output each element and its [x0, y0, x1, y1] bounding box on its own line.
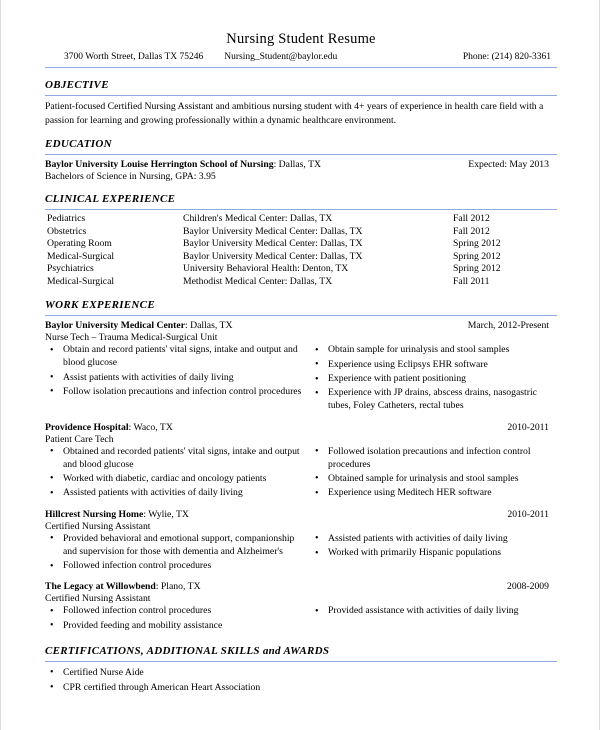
work-experience-entry: [45, 509, 557, 575]
objective-divider: [45, 95, 557, 96]
clinical-term-cell: Spring 2012: [453, 263, 501, 275]
job-employer: [45, 320, 232, 331]
work-experience-list: [45, 320, 557, 634]
list-item: • Experience with JP drains, abscess drains, nasogastric tubes, Foley Catheters, rectal tubes: [307, 387, 557, 413]
clinical-experience-table: [45, 213, 557, 288]
education-school-location: : Dallas, TX: [273, 159, 322, 171]
clinical-term-cell: Spring 2012: [453, 250, 501, 262]
job-date: 2008-2009: [507, 581, 549, 593]
section-heading-work-experience: WORK EXPERIENCE: [45, 299, 155, 312]
work-divider: [45, 315, 557, 316]
job-bullets-right: [307, 344, 557, 414]
certifications-divider: [45, 661, 557, 662]
clinical-site-cell: Methodist Medical Center: Dallas, TX: [183, 275, 333, 287]
clinical-area-cell: Psychiatrics: [47, 263, 94, 275]
bullet-list: [45, 605, 307, 632]
header-divider: [45, 67, 557, 68]
clinical-site-cell: Children's Medical Center: Dallas, TX: [183, 213, 333, 225]
bullet-list: [307, 533, 557, 560]
list-item: • Certified Nurse Aide: [45, 666, 557, 680]
list-item: • Assisted patients with activities of daily living: [45, 487, 307, 500]
list-item: • Obtained and recorded patients' vital signs, intake and output and blood glucose: [45, 446, 307, 472]
contact-address: 3700 Worth Street, Dallas TX 75246: [64, 52, 204, 63]
job-bullets-left: [45, 344, 307, 414]
clinical-site-cell: Baylor University Medical Center: Dallas, TX: [183, 250, 363, 262]
job-employer-name: The Legacy at Willowbend: [45, 581, 156, 593]
clinical-term-cell: Fall 2011: [453, 275, 490, 287]
contact-email: Nursing_Student@baylor.edu: [224, 52, 338, 63]
page-title: Nursing Student Resume: [226, 31, 376, 47]
list-item: • Obtain sample for urinalysis and stool samples: [307, 344, 557, 357]
job-employer-name: Baylor University Medical Center: [45, 320, 185, 332]
job-bullets-left: [45, 446, 307, 502]
job-role: Certified Nursing Assistant: [45, 593, 151, 605]
clinical-term-cell: Fall 2012: [453, 213, 490, 225]
list-item: • Provided behavioral and emotional support, companionship and supervision for those with dementia and Alzheimer's: [45, 533, 307, 559]
job-header: [45, 581, 557, 592]
bullet-list: [307, 344, 557, 413]
contact-phone: Phone: (214) 820-3361: [462, 52, 551, 63]
table-row: [45, 238, 557, 251]
list-item: • Followed infection control procedures: [45, 605, 307, 618]
education-school: [45, 159, 321, 170]
job-employer-location: : Dallas, TX: [185, 320, 233, 332]
job-employer: [45, 509, 189, 520]
clinical-site-cell: Baylor University Medical Center: Dallas, TX: [183, 225, 363, 237]
list-item: • Followed infection control procedures: [45, 560, 307, 573]
section-heading-clinical-experience: CLINICAL EXPERIENCE: [45, 193, 176, 206]
list-item: • Experience using Meditech HER software: [307, 487, 557, 500]
list-item: • Provided assistance with activities of daily living: [307, 605, 557, 618]
bullet-list: [307, 446, 557, 501]
section-heading-certifications: CERTIFICATIONS, ADDITIONAL SKILLS and AWARDS: [45, 645, 330, 658]
list-item: • Experience using Eclipsys EHR software: [307, 359, 557, 372]
table-row: [45, 226, 557, 239]
resume-content: [45, 0, 557, 696]
section-heading-objective: OBJECTIVE: [45, 79, 109, 92]
job-employer-location: : Plano, TX: [155, 581, 201, 593]
job-bullets-right: [307, 605, 557, 634]
job-header: [45, 509, 557, 520]
bullet-list: [45, 446, 307, 501]
work-experience-entry: [45, 320, 557, 414]
list-item: • Followed isolation precautions and infection control procedures: [307, 446, 557, 472]
clinical-table-body: [45, 213, 557, 288]
list-item: • Obtained sample for urinalysis and stool samples: [307, 473, 557, 486]
list-item: • Obtain and record patients' vital signs, intake and output and blood glucose: [45, 344, 307, 370]
education-divider: [45, 154, 557, 155]
education-entry: [45, 159, 557, 170]
job-header: [45, 320, 557, 331]
certifications-list: [45, 666, 557, 695]
list-item: • CPR certified through American Heart Association: [45, 681, 557, 695]
clinical-area-cell: Operating Room: [47, 238, 112, 250]
job-bullet-columns: [45, 605, 557, 634]
job-role: Nurse Tech – Trauma Medical-Surgical Unit: [45, 332, 218, 344]
table-row: [45, 251, 557, 264]
job-bullets-right: [307, 533, 557, 575]
education-degree: Bachelors of Science in Nursing, GPA: 3.95: [45, 171, 216, 183]
table-row: [45, 263, 557, 276]
job-employer: [45, 581, 201, 592]
job-bullets-right: [307, 446, 557, 502]
job-date: 2010-2011: [507, 421, 549, 433]
job-date: March, 2012-Present: [467, 320, 549, 332]
list-item: • Follow isolation precautions and infection control procedures: [45, 386, 307, 399]
job-employer-name: Providence Hospital: [45, 421, 129, 433]
list-item: • Assist patients with activities of daily living: [45, 372, 307, 385]
job-employer-location: : Waco, TX: [128, 421, 173, 433]
job-bullet-columns: [45, 533, 557, 575]
work-experience-entry: [45, 422, 557, 502]
clinical-area-cell: Obstetrics: [47, 225, 87, 237]
table-row: [45, 276, 557, 289]
list-item: • Provided feeding and mobility assistance: [45, 620, 307, 633]
job-bullet-columns: [45, 446, 557, 502]
education-school-name: Baylor University Louise Herrington School of Nursing: [45, 159, 274, 171]
list-item: • Assisted patients with activities of daily living: [307, 533, 557, 546]
job-bullets-left: [45, 533, 307, 575]
job-employer-name: Hillcrest Nursing Home: [45, 508, 144, 520]
education-date: Expected: May 2013: [468, 159, 549, 171]
contact-line: [45, 48, 557, 63]
list-item: • Experience with patient positioning: [307, 373, 557, 386]
bullet-list: [45, 344, 307, 399]
job-employer-location: : Wylie, TX: [143, 508, 189, 520]
clinical-site-cell: Baylor University Medical Center: Dallas, TX: [183, 238, 363, 250]
job-header: [45, 422, 557, 433]
table-row: [45, 213, 557, 226]
job-employer: [45, 422, 173, 433]
bullet-list: [307, 605, 557, 618]
clinical-divider: [45, 209, 557, 210]
clinical-term-cell: Spring 2012: [453, 238, 501, 250]
clinical-area-cell: Pediatrics: [47, 213, 86, 225]
clinical-area-cell: Medical-Surgical: [47, 250, 115, 262]
objective-text: Patient-focused Certified Nursing Assistant and ambitious nursing student with 4+ years of experience in health care field with a passion for learning and growing professionally within a dynamic healthcare environment.: [45, 101, 544, 126]
section-heading-education: EDUCATION: [45, 138, 112, 151]
clinical-area-cell: Medical-Surgical: [47, 275, 115, 287]
job-bullets-left: [45, 605, 307, 634]
clinical-term-cell: Fall 2012: [453, 225, 490, 237]
job-bullet-columns: [45, 344, 557, 414]
list-item: • Worked with primarily Hispanic populations: [307, 547, 557, 560]
work-experience-entry: [45, 581, 557, 634]
job-date: 2010-2011: [507, 508, 549, 520]
job-role: Certified Nursing Assistant: [45, 520, 151, 532]
job-role: Patient Care Tech: [45, 433, 114, 445]
bullet-list: [45, 533, 307, 573]
clinical-site-cell: University Behavioral Health: Denton, TX: [183, 263, 349, 275]
list-item: • Worked with diabetic, cardiac and oncology patients: [45, 473, 307, 486]
